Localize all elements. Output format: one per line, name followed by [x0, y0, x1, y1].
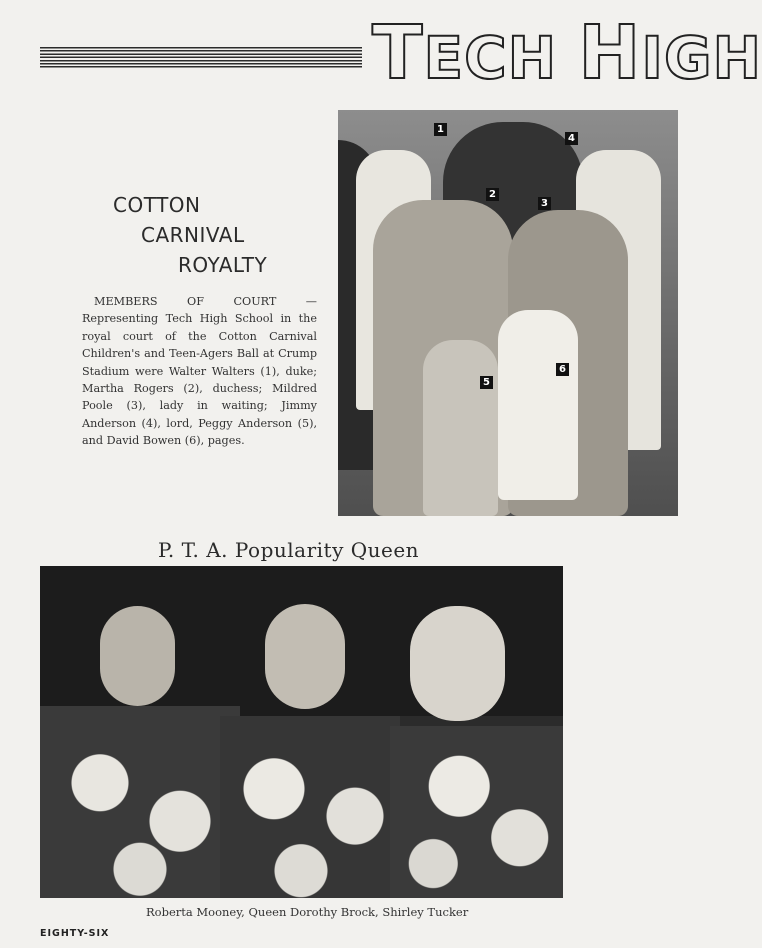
photo-label-2: 2 — [486, 188, 499, 201]
royalty-heading-line2: CARNIVAL — [141, 223, 245, 247]
face-left — [100, 606, 175, 706]
photo-label-5: 5 — [480, 376, 493, 389]
figure-page-girl — [423, 340, 498, 516]
pta-queen-photo — [40, 566, 563, 898]
page-folio: EIGHTY-SIX — [40, 928, 110, 939]
figure-page-boy — [498, 310, 578, 500]
school-banner-title: TECH HIGH — [372, 10, 762, 96]
photo-label-6: 6 — [556, 363, 569, 376]
royalty-heading-line1: COTTON — [113, 193, 201, 217]
photo-label-3: 3 — [538, 197, 551, 210]
photo-label-4: 4 — [565, 132, 578, 145]
pta-title: P. T. A. Popularity Queen — [158, 538, 420, 562]
pta-photo-caption: Roberta Mooney, Queen Dorothy Brock, Shirley Tucker — [146, 905, 469, 919]
royalty-caption: MEMBERS OF COURT — Representing Tech High School in the royal court of the Cotton Carnival Children's and Teen-Agers Ball at Crump Stadium were Walter Walters (1), duke; Martha Rogers (2), duchess; Mildred Poole (3), lady in waiting; Jimmy Anderson (4), lord, Peggy Anderson (5), and David Bowen (6), pages. — [82, 295, 317, 448]
face-center — [265, 604, 345, 709]
face-right — [410, 606, 505, 721]
flowers-left — [40, 706, 240, 898]
royal-court-photo — [338, 110, 678, 516]
flowers-center — [220, 716, 400, 898]
royalty-heading-line3: ROYALTY — [178, 253, 268, 277]
flowers-right — [390, 726, 563, 898]
photo-label-1: 1 — [434, 123, 447, 136]
header-rule — [40, 47, 362, 69]
